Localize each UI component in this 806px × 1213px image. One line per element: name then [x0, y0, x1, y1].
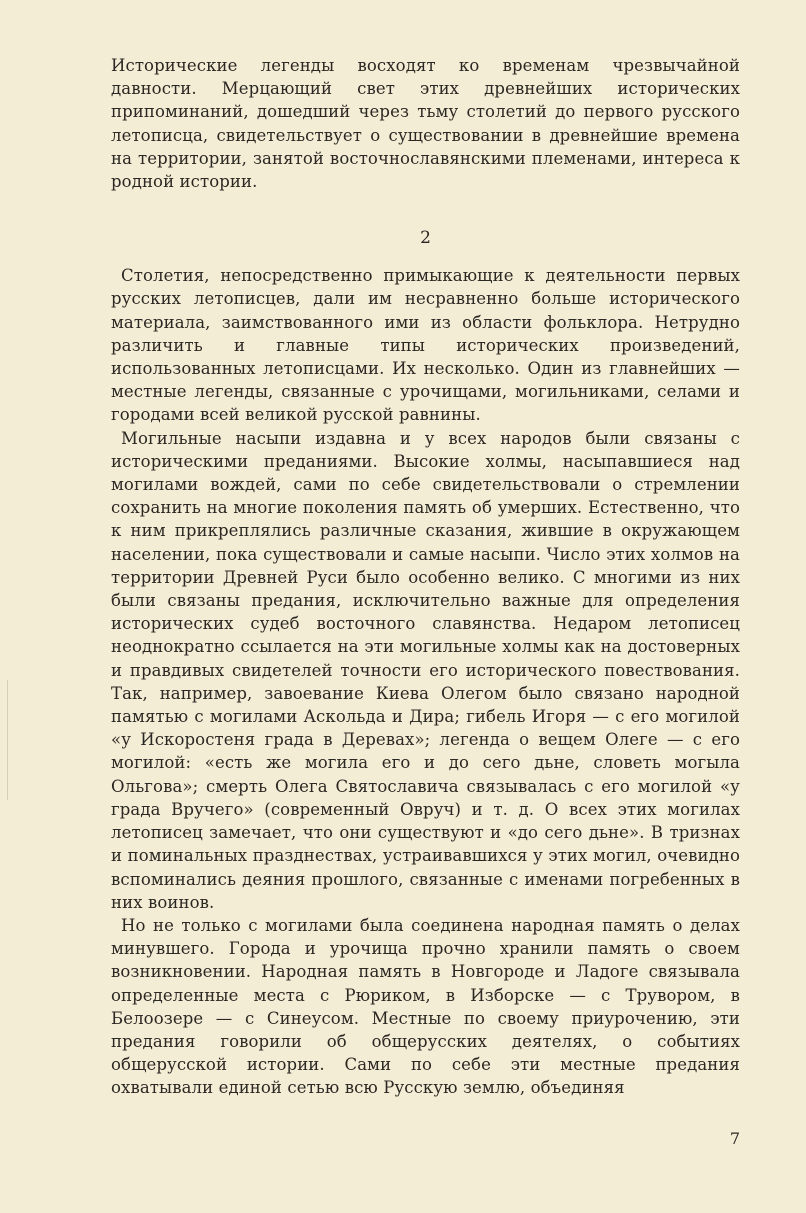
text-block [111, 54, 740, 1100]
intro-paragraph: Исторические легенды восходят ко временам чрезвычайной давности. Мерцающий свет этих древнейших исторических припоминаний, дошедший через тьму столетий до первого русского летописца, свидетельствует о существовании в древнейшие времена на территории, занятой восточнославянскими племенами, интереса к родной истории. [111, 56, 740, 192]
section-paragraph-2: Могильные насыпи издавна и у всех народов были связаны с историческими преданиями. Высокие холмы, насыпавшиеся над могилами вождей, сами по себе свидетельствовали о стремлении сохранить на многие поколения память об умерших. Естественно, что к ним прикреплялись различные сказания, жившие в окружающем населении, пока существовали и самые насыпи. Число этих холмов на территории Древней Руси было особенно велико. С многими из них были связаны предания, исключительно важные для определения исторических судеб восточного славянства. Недаром летописец неоднократно ссылается на эти могильные холмы как на достоверных и правдивых свидетелей точности его исторического повествования. Так, например, завоевание Киева Олегом было связано народной памятью с могилами Аскольда и Дира; гибель Игоря — с его могилой «у Искоростеня града в Деревах»; легенда о вещем Олеге — с его могилой: «есть же могила его и до сего дьне, словеть могыла Ольгова»; смерть Олега Святославича связывалась с его могилой «у града Вручего» (современный Овруч) и т. д. О всех этих могилах летописец замечает, что они существуют и «до сего дьне». В тризнах и поминальных празднествах, устраивавшихся у этих могил, очевидно вспоминались деяния прошлого, связанные с именами погребенных в них воинов. [111, 428, 740, 912]
section-paragraph-1: Столетия, непосредственно примыкающие к деятельности первых русских летописцев, дали им несравненно больше исторического материала, заимствованного ими из области фольклора. Нетрудно различить и главные типы исторических произведений, использованных летописцами. Их несколько. Один из главнейших — местные легенды, связанные с урочищами, могильниками, селами и городами всей великой русской равнины. [111, 266, 740, 425]
section-paragraph-3: Но не только с могилами была соединена народная память о делах минувшего. Города и урочища прочно хранили память о своем возникновении. Народная память в Новгороде и Ладоге связывала определенные места с Рюриком, в Изборске — с Трувором, в Белоозере — с Синеусом. Местные по своему приурочению, эти предания говорили об общерусских деятелях, о событиях общерусской истории. Сами по себе эти местные предания охватывали единой сетью всю Русскую землю, объединяя [111, 915, 740, 1098]
page-edge-shadow [7, 680, 8, 800]
page-number: 7 [729, 1129, 740, 1148]
section-number: 2 [420, 228, 431, 249]
